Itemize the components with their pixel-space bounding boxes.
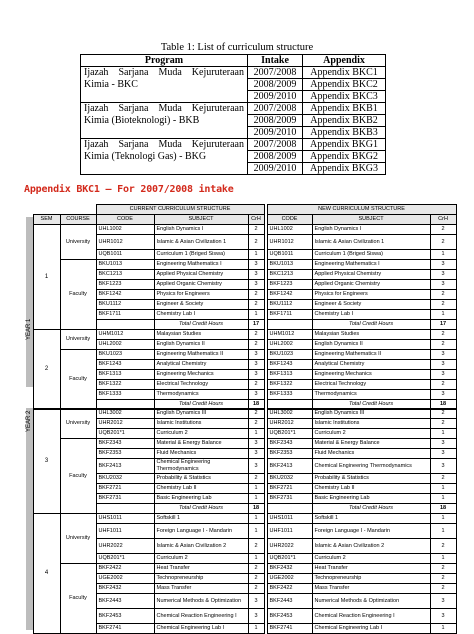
new-subject-cell: English Dynamics I	[312, 225, 430, 235]
old-code-cell: BKF2343	[96, 439, 154, 449]
course-type-cell: Faculty	[60, 350, 96, 410]
new-subject-cell: Heat Transfer	[312, 564, 430, 574]
old-crh-cell: 1	[248, 524, 264, 539]
new-code-cell: BKF1333	[267, 390, 312, 400]
semester-cell: 4	[33, 514, 60, 634]
old-code-cell: BKF1313	[96, 370, 154, 380]
new-subject-cell: Engineer & Society	[312, 300, 430, 310]
old-crh-cell: 3	[248, 609, 264, 624]
new-crh-cell: 2	[430, 225, 456, 235]
new-code-cell: BKF1243	[267, 360, 312, 370]
old-crh-cell: 2	[248, 225, 264, 235]
new-code-cell: BKF2432	[267, 564, 312, 574]
new-subject-cell: Softskill 1	[312, 514, 430, 524]
table1-caption: Table 1: List of curriculum structure	[160, 42, 314, 53]
old-code-cell: UHM1012	[96, 330, 154, 340]
old-code-cell: BKC1213	[96, 270, 154, 280]
new-code-cell: UHL2002	[267, 340, 312, 350]
new-code-cell: UHR1012	[267, 235, 312, 250]
new-crh-cell: 2	[430, 539, 456, 554]
new-subject-cell: Material & Energy Balance	[312, 439, 430, 449]
intake-cell: 2008/2009	[248, 151, 303, 163]
new-code-cell: BKF2741	[267, 624, 312, 634]
old-code-cell: BKF2741	[96, 624, 154, 634]
new-subject-cell: Foreign Language I - Mandarin	[312, 524, 430, 539]
new-code-cell: BKU1112	[267, 300, 312, 310]
subject-header: SUBJECT	[312, 215, 430, 225]
new-crh-cell: 3	[430, 390, 456, 400]
new-subject-cell: Technopreneurship	[312, 574, 430, 584]
new-code-cell: UHF1011	[267, 524, 312, 539]
year2-label: YEAR 2	[26, 410, 32, 432]
old-subject-cell: Softskill 1	[154, 514, 248, 524]
course-row	[26, 330, 456, 340]
crh-header: CrH	[248, 215, 264, 225]
appendix-cell: Appendix BKB3	[303, 127, 386, 139]
old-subject-cell: Engineering Mathematics II	[154, 350, 248, 360]
new-crh-cell: 3	[430, 280, 456, 290]
year1-label: YEAR 1	[26, 318, 32, 340]
old-subject-cell: Chemical Reaction Engineering I	[154, 609, 248, 624]
old-crh-cell: 2	[248, 474, 264, 484]
new-code-cell: BKF1223	[267, 280, 312, 290]
total-label: Total Credit Hours	[154, 400, 248, 410]
old-crh-cell: 3	[248, 260, 264, 270]
old-crh-cell: 1	[248, 310, 264, 320]
old-subject-cell: Chemistry Lab I	[154, 310, 248, 320]
new-subject-cell: Chemical Engineering Lab I	[312, 624, 430, 634]
old-code-cell: BKU2032	[96, 474, 154, 484]
new-subject-cell: Chemistry Lab I	[312, 310, 430, 320]
new-crh-cell: 3	[430, 459, 456, 474]
total-label: Total Credit Hours	[312, 504, 430, 514]
new-subject-cell: Curriculum 2	[312, 429, 430, 439]
new-code-cell: BKF2453	[267, 609, 312, 624]
semester-cell: 1	[33, 225, 60, 330]
subject-header: SUBJECT	[154, 215, 248, 225]
old-subject-cell: English Dynamics I	[154, 225, 248, 235]
code-header: CODE	[96, 215, 154, 225]
appendix-cell: Appendix BKG2	[303, 151, 386, 163]
old-subject-cell: English Dynamics II	[154, 340, 248, 350]
course-row	[26, 409, 456, 419]
old-code-cell: BKF2353	[96, 449, 154, 459]
old-crh-cell: 3	[248, 270, 264, 280]
new-crh-cell: 1	[430, 310, 456, 320]
new-crh-cell: 1	[430, 494, 456, 504]
new-code-cell: UHM1012	[267, 330, 312, 340]
old-crh-cell: 3	[248, 459, 264, 474]
old-crh-cell: 2	[248, 409, 264, 419]
old-subject-cell: Basic Engineering Lab	[154, 494, 248, 504]
old-subject-cell: Foreign Language I - Mandarin	[154, 524, 248, 539]
new-subject-cell: Chemical Reaction Engineering I	[312, 609, 430, 624]
new-code-cell: UQB1011	[267, 250, 312, 260]
new-total-value: 17	[430, 320, 456, 330]
intake-cell: 2009/2010	[248, 127, 303, 139]
new-code-cell: BKF2721	[267, 484, 312, 494]
new-crh-cell: 2	[430, 290, 456, 300]
old-subject-cell: Malaysian Studies	[154, 330, 248, 340]
appendix-cell: Appendix BKG1	[303, 139, 386, 151]
course-type-cell: University	[60, 409, 96, 439]
course-type-cell: Faculty	[60, 564, 96, 634]
new-crh-cell: 2	[430, 584, 456, 594]
intake-cell: 2007/2008	[248, 139, 303, 151]
new-code-cell: UQB201*1	[267, 554, 312, 564]
new-code-cell: UHL3002	[267, 409, 312, 419]
new-code-cell: BKU2032	[267, 474, 312, 484]
old-crh-cell: 2	[248, 235, 264, 250]
table1-row	[81, 67, 386, 79]
old-crh-cell: 3	[248, 449, 264, 459]
old-subject-cell: Curriculum 2	[154, 429, 248, 439]
new-subject-cell: Mass Transfer	[312, 584, 430, 594]
total-label: Total Credit Hours	[312, 400, 430, 410]
new-subject-cell: Applied Organic Chemistry	[312, 280, 430, 290]
new-subject-cell: Engineering Mathematics II	[312, 350, 430, 360]
new-code-cell: BKU1023	[267, 350, 312, 360]
new-crh-cell: 3	[430, 609, 456, 624]
old-subject-cell: Chemistry Lab II	[154, 484, 248, 494]
new-crh-cell: 1	[430, 429, 456, 439]
old-crh-cell: 2	[248, 419, 264, 429]
old-subject-cell: Applied Physical Chemistry	[154, 270, 248, 280]
new-total-value: 18	[430, 504, 456, 514]
column-header-row	[26, 215, 456, 225]
old-crh-cell: 2	[248, 584, 264, 594]
old-subject-cell: Probability & Statistics	[154, 474, 248, 484]
old-subject-cell: Technopreneurship	[154, 574, 248, 584]
old-crh-cell: 2	[248, 290, 264, 300]
course-row	[26, 564, 456, 574]
new-crh-cell: 2	[430, 340, 456, 350]
group-header-row	[26, 205, 456, 215]
old-code-cell: BKF1333	[96, 390, 154, 400]
old-total-value: 18	[248, 400, 264, 410]
new-crh-cell: 1	[430, 484, 456, 494]
old-code-cell: UHR2022	[96, 539, 154, 554]
code-header: CODE	[267, 215, 312, 225]
old-subject-cell: Physics for Engineers	[154, 290, 248, 300]
old-crh-cell: 1	[248, 429, 264, 439]
new-crh-cell: 2	[430, 409, 456, 419]
old-code-cell: UHF1011	[96, 524, 154, 539]
new-crh-cell: 3	[430, 260, 456, 270]
new-crh-cell: 3	[430, 439, 456, 449]
old-code-cell: UQB201*1	[96, 429, 154, 439]
new-total-value: 18	[430, 400, 456, 410]
old-subject-cell: Engineer & Society	[154, 300, 248, 310]
year1-curriculum-table	[26, 204, 457, 410]
new-subject-cell: Curriculum 1 (Briged Siswa)	[312, 250, 430, 260]
new-code-cell: UQB201*1	[267, 429, 312, 439]
old-code-cell: BKF2453	[96, 609, 154, 624]
course-row	[26, 225, 456, 235]
new-code-cell: BKF1322	[267, 380, 312, 390]
old-code-cell: BKF1711	[96, 310, 154, 320]
new-subject-cell: Malaysian Studies	[312, 330, 430, 340]
old-subject-cell: Chemical Engineering Lab I	[154, 624, 248, 634]
old-crh-cell: 2	[248, 574, 264, 584]
new-code-cell: BKF2353	[267, 449, 312, 459]
new-crh-cell: 3	[430, 270, 456, 280]
old-subject-cell: Islamic Institutions	[154, 419, 248, 429]
old-code-cell: BKU1023	[96, 350, 154, 360]
year2-curriculum-table	[26, 408, 457, 634]
old-crh-cell: 3	[248, 370, 264, 380]
semester-2-rows	[26, 330, 456, 410]
new-code-cell: BKF2443	[267, 594, 312, 609]
old-crh-cell: 2	[248, 380, 264, 390]
old-code-cell: UHL2002	[96, 340, 154, 350]
new-code-cell: UHL1002	[267, 225, 312, 235]
intake-cell: 2009/2010	[248, 91, 303, 103]
old-subject-cell: Electrical Technology	[154, 380, 248, 390]
new-subject-cell: Physics for Engineers	[312, 290, 430, 300]
course-row	[26, 260, 456, 270]
old-crh-cell: 1	[248, 494, 264, 504]
table1-header-row	[81, 55, 386, 67]
intake-cell: 2009/2010	[248, 163, 303, 175]
new-subject-cell: Islamic & Asian Civilization 2	[312, 539, 430, 554]
intake-cell: 2007/2008	[248, 67, 303, 79]
new-code-cell: UHR2022	[267, 539, 312, 554]
new-subject-cell: Engineering Mathematics I	[312, 260, 430, 270]
new-crh-cell: 2	[430, 235, 456, 250]
new-code-cell: BKU1013	[267, 260, 312, 270]
new-subject-cell: Numerical Methods & Optimization	[312, 594, 430, 609]
old-subject-cell: Heat Transfer	[154, 564, 248, 574]
old-code-cell: UHR2012	[96, 419, 154, 429]
old-code-cell: BKF1322	[96, 380, 154, 390]
old-crh-cell: 3	[248, 350, 264, 360]
new-code-cell: BKF2731	[267, 494, 312, 504]
old-crh-cell: 3	[248, 390, 264, 400]
old-crh-cell: 3	[248, 280, 264, 290]
old-code-cell: UHL1002	[96, 225, 154, 235]
new-crh-cell: 3	[430, 594, 456, 609]
new-crh-cell: 3	[430, 370, 456, 380]
new-crh-cell: 2	[430, 300, 456, 310]
old-total-value: 17	[248, 320, 264, 330]
old-subject-cell: Applied Organic Chemistry	[154, 280, 248, 290]
new-crh-cell: 1	[430, 624, 456, 634]
old-code-cell: UQB201*1	[96, 554, 154, 564]
appendix-cell: Appendix BKC2	[303, 79, 386, 91]
old-subject-cell: Material & Energy Balance	[154, 439, 248, 449]
new-subject-cell: Basic Engineering Lab	[312, 494, 430, 504]
old-code-cell: BKU1112	[96, 300, 154, 310]
old-code-cell: BKU1013	[96, 260, 154, 270]
new-crh-cell: 3	[430, 449, 456, 459]
old-code-cell: BKF2721	[96, 484, 154, 494]
new-code-cell: BKF2413	[267, 459, 312, 474]
old-code-cell: BKF2432	[96, 584, 154, 594]
semester-cell: 3	[33, 409, 60, 514]
program-cell: Ijazah Sarjana Muda Kejuruteraan Kimia (Teknologi Gas) - BKG	[81, 139, 248, 175]
old-subject-cell: Islamic & Asian Civilization 2	[154, 539, 248, 554]
semester-1-rows	[26, 225, 456, 330]
new-code-cell: BKF1711	[267, 310, 312, 320]
new-code-cell: BKF2422	[267, 584, 312, 594]
program-cell: Ijazah Sarjana Muda Kejuruteraan Kimia - BKC	[81, 67, 248, 103]
old-code-cell: BKF2413	[96, 459, 154, 474]
new-subject-cell: Fluid Mechanics	[312, 449, 430, 459]
new-subject-cell: Probability & Statistics	[312, 474, 430, 484]
old-code-cell: BKF2443	[96, 594, 154, 609]
course-header: COURSE	[60, 215, 96, 225]
appendix-cell: Appendix BKC3	[303, 91, 386, 103]
old-code-cell: UHL3002	[96, 409, 154, 419]
current-structure-header: CURRENT CURRICULUM STRUCTURE	[96, 205, 264, 215]
new-subject-cell: Islamic & Asian Civilization 1	[312, 235, 430, 250]
course-row	[26, 350, 456, 360]
new-subject-cell: Analytical Chemistry	[312, 360, 430, 370]
old-code-cell: UHR1012	[96, 235, 154, 250]
intake-cell: 2007/2008	[248, 103, 303, 115]
new-subject-cell: Applied Physical Chemistry	[312, 270, 430, 280]
old-code-cell: BKF1243	[96, 360, 154, 370]
old-subject-cell: Engineering Mechanics	[154, 370, 248, 380]
old-subject-cell: Analytical Chemistry	[154, 360, 248, 370]
old-code-cell: UGE2002	[96, 574, 154, 584]
old-subject-cell: Numerical Methods & Optimization	[154, 594, 248, 609]
appendix-heading: Appendix BKC1 – For 2007/2008 intake	[24, 184, 234, 195]
old-crh-cell: 1	[248, 624, 264, 634]
new-subject-cell: Engineering Mechanics	[312, 370, 430, 380]
old-code-cell: BKF1223	[96, 280, 154, 290]
sem-header: SEM	[33, 215, 60, 225]
old-subject-cell: Islamic & Asian Civilization 1	[154, 235, 248, 250]
old-subject-cell: English Dynamics III	[154, 409, 248, 419]
new-subject-cell: Thermodynamics	[312, 390, 430, 400]
new-crh-cell: 2	[430, 419, 456, 429]
old-subject-cell: Thermodynamics	[154, 390, 248, 400]
semester-3-rows	[26, 409, 456, 514]
new-code-cell: BKF1313	[267, 370, 312, 380]
total-label: Total Credit Hours	[154, 320, 248, 330]
new-subject-cell: Curriculum 2	[312, 554, 430, 564]
new-subject-cell: English Dynamics III	[312, 409, 430, 419]
old-crh-cell: 2	[248, 539, 264, 554]
table1-row	[81, 103, 386, 115]
total-label: Total Credit Hours	[154, 504, 248, 514]
old-crh-cell: 1	[248, 554, 264, 564]
course-type-cell: University	[60, 330, 96, 350]
course-type-cell: University	[60, 514, 96, 564]
old-crh-cell: 3	[248, 594, 264, 609]
course-type-cell: University	[60, 225, 96, 260]
semester-cell: 2	[33, 330, 60, 410]
new-code-cell: BKC1213	[267, 270, 312, 280]
new-subject-cell: Islamic Institutions	[312, 419, 430, 429]
new-subject-cell: Chemical Engineering Thermodynamics	[312, 459, 430, 474]
new-crh-cell: 2	[430, 330, 456, 340]
appendix-header: Appendix	[303, 55, 386, 67]
old-subject-cell: Curriculum 1 (Briged Siswa)	[154, 250, 248, 260]
old-crh-cell: 3	[248, 439, 264, 449]
new-code-cell: UHS1011	[267, 514, 312, 524]
course-type-cell: Faculty	[60, 439, 96, 514]
program-header: Program	[81, 55, 248, 67]
new-crh-cell: 1	[430, 250, 456, 260]
new-subject-cell: Electrical Technology	[312, 380, 430, 390]
new-crh-cell: 2	[430, 564, 456, 574]
new-crh-cell: 2	[430, 474, 456, 484]
old-subject-cell: Mass Transfer	[154, 584, 248, 594]
old-crh-cell: 1	[248, 514, 264, 524]
new-structure-header: NEW CURRICULUM STRUCTURE	[267, 205, 456, 215]
appendix-cell: Appendix BKB2	[303, 115, 386, 127]
semester-4-rows	[26, 514, 456, 634]
new-crh-cell: 3	[430, 360, 456, 370]
old-code-cell: UHS1011	[96, 514, 154, 524]
appendix-cell: Appendix BKG3	[303, 163, 386, 175]
appendix-cell: Appendix BKB1	[303, 103, 386, 115]
old-crh-cell: 1	[248, 484, 264, 494]
new-crh-cell: 1	[430, 514, 456, 524]
new-crh-cell: 2	[430, 574, 456, 584]
new-code-cell: UHR2012	[267, 419, 312, 429]
intake-cell: 2008/2009	[248, 79, 303, 91]
new-code-cell: BKF2343	[267, 439, 312, 449]
old-subject-cell: Engineering Mathematics I	[154, 260, 248, 270]
appendix-cell: Appendix BKC1	[303, 67, 386, 79]
curriculum-list-table	[80, 54, 386, 175]
course-type-cell: Faculty	[60, 260, 96, 330]
old-code-cell: BKF2731	[96, 494, 154, 504]
new-subject-cell: Chemistry Lab II	[312, 484, 430, 494]
old-subject-cell: Curriculum 2	[154, 554, 248, 564]
old-subject-cell: Chemical Engineering Thermodynamics	[154, 459, 248, 474]
old-code-cell: UQB1011	[96, 250, 154, 260]
old-total-value: 18	[248, 504, 264, 514]
old-code-cell: BKF1242	[96, 290, 154, 300]
old-code-cell: BKF2422	[96, 564, 154, 574]
new-crh-cell: 1	[430, 524, 456, 539]
old-crh-cell: 2	[248, 330, 264, 340]
table1-row	[81, 139, 386, 151]
old-crh-cell: 2	[248, 340, 264, 350]
new-subject-cell: English Dynamics II	[312, 340, 430, 350]
program-cell: Ijazah Sarjana Muda Kejuruteraan Kimia (Bioteknologi) - BKB	[81, 103, 248, 139]
old-crh-cell: 2	[248, 300, 264, 310]
course-row	[26, 439, 456, 449]
old-crh-cell: 3	[248, 360, 264, 370]
new-crh-cell: 1	[430, 554, 456, 564]
old-crh-cell: 2	[248, 564, 264, 574]
course-row	[26, 514, 456, 524]
new-code-cell: UGE2002	[267, 574, 312, 584]
intake-cell: 2008/2009	[248, 115, 303, 127]
total-label: Total Credit Hours	[312, 320, 430, 330]
crh-header: CrH	[430, 215, 456, 225]
new-crh-cell: 2	[430, 380, 456, 390]
old-crh-cell: 1	[248, 250, 264, 260]
new-crh-cell: 3	[430, 350, 456, 360]
intake-header: Intake	[248, 55, 303, 67]
old-subject-cell: Fluid Mechanics	[154, 449, 248, 459]
new-code-cell: BKF1242	[267, 290, 312, 300]
